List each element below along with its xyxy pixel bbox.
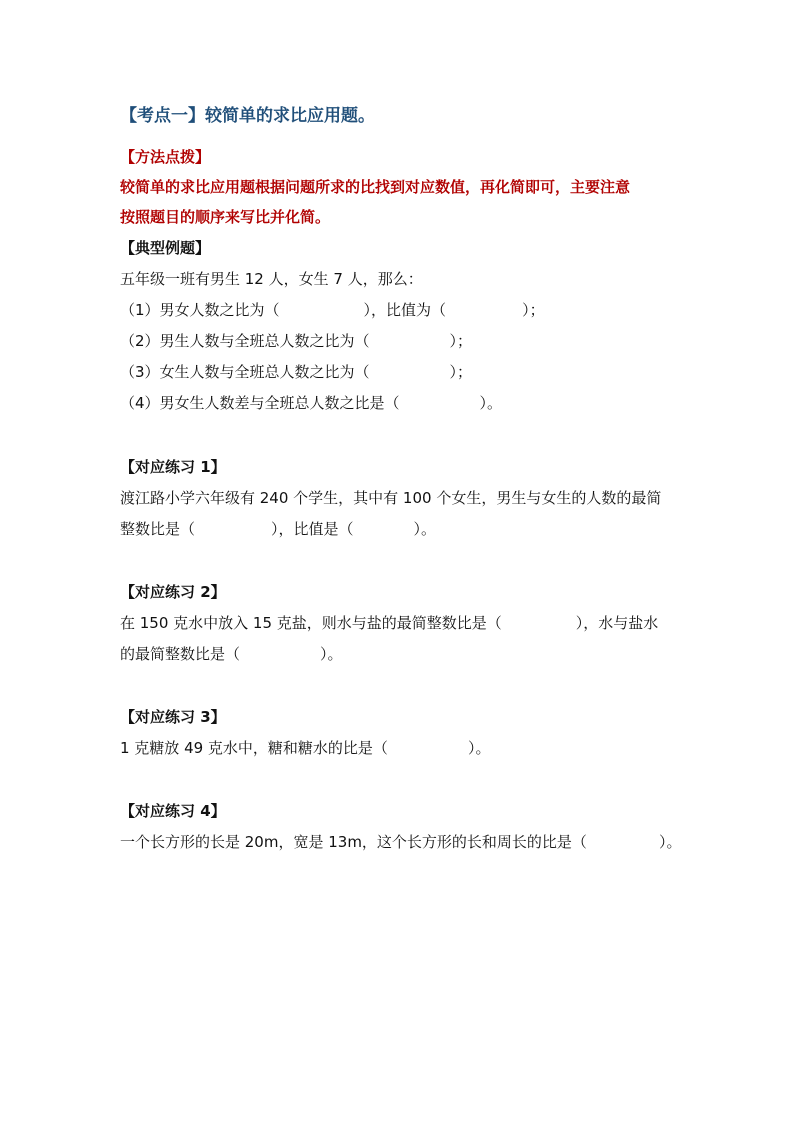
exercise-4-line-1 bbox=[120, 832, 681, 852]
example-question-4 bbox=[120, 393, 502, 413]
exercise-3-line-1 bbox=[120, 738, 490, 758]
ex1-text-b: ），比值是（ bbox=[271, 520, 354, 538]
ex3-text-a: 1 克糖放 49 克水中，糖和糖水的比是（ bbox=[120, 739, 388, 757]
q4-text-a: （4）男女生人数差与全班总人数之比是（ bbox=[120, 394, 400, 412]
example-question-1 bbox=[120, 300, 545, 320]
exercise-1-heading: 【对应练习 1】 bbox=[120, 458, 226, 476]
q3-text-a: （3）女生人数与全班总人数之比为（ bbox=[120, 363, 370, 381]
method-heading: 【方法点拨】 bbox=[120, 148, 211, 166]
q1-text-b: ），比值为（ bbox=[363, 301, 447, 319]
ex4-text-b: ）。 bbox=[658, 833, 682, 851]
example-question-2 bbox=[120, 331, 472, 351]
example-intro: 五年级一班有男生 12 人，女生 7 人，那么： bbox=[120, 270, 423, 288]
ex1-text-c: ）。 bbox=[413, 520, 437, 538]
ex2-text-c: 的最简整数比是（ bbox=[120, 645, 241, 663]
ex4-text-a: 一个长方形的长是 20m，宽是 13m，这个长方形的长和周长的比是（ bbox=[120, 833, 587, 851]
ex2-text-d: ）。 bbox=[320, 645, 343, 663]
method-line-1: 较简单的求比应用题根据问题所求的比找到对应数值，再化简即可，主要注意 bbox=[120, 178, 631, 196]
q2-text-a: （2）男生人数与全班总人数之比为（ bbox=[120, 332, 370, 350]
q1-text-a: （1）男女人数之比为（ bbox=[120, 301, 280, 319]
exercise-4-heading: 【对应练习 4】 bbox=[120, 802, 226, 820]
exercise-2-line-2 bbox=[120, 644, 343, 664]
example-question-3 bbox=[120, 362, 472, 382]
q2-text-b: ）； bbox=[449, 332, 473, 350]
exercise-1-line-2 bbox=[120, 519, 436, 539]
ex1-text-a: 整数比是（ bbox=[120, 520, 196, 538]
q3-text-b: ）； bbox=[449, 363, 473, 381]
ex2-text-a: 在 150 克水中放入 15 克盐，则水与盐的最简整数比是（ bbox=[120, 614, 502, 632]
q1-text-c: ）； bbox=[522, 301, 545, 319]
exercise-2-heading: 【对应练习 2】 bbox=[120, 583, 226, 601]
exercise-2-line-1 bbox=[120, 613, 658, 633]
exercise-3-heading: 【对应练习 3】 bbox=[120, 708, 226, 726]
example-heading: 【典型例题】 bbox=[120, 239, 211, 257]
method-line-2: 按照题目的顺序来写比并化简。 bbox=[120, 208, 331, 226]
section-title: 【考点一】较简单的求比应用题。 bbox=[120, 106, 375, 126]
exercise-1-line-1: 渡江路小学六年级有 240 个学生，其中有 100 个女生，男生与女生的人数的最简 bbox=[120, 489, 662, 507]
ex3-text-b: ）。 bbox=[467, 739, 491, 757]
q4-text-b: ）。 bbox=[479, 394, 503, 412]
ex2-text-b: ），水与盐水 bbox=[575, 614, 659, 632]
